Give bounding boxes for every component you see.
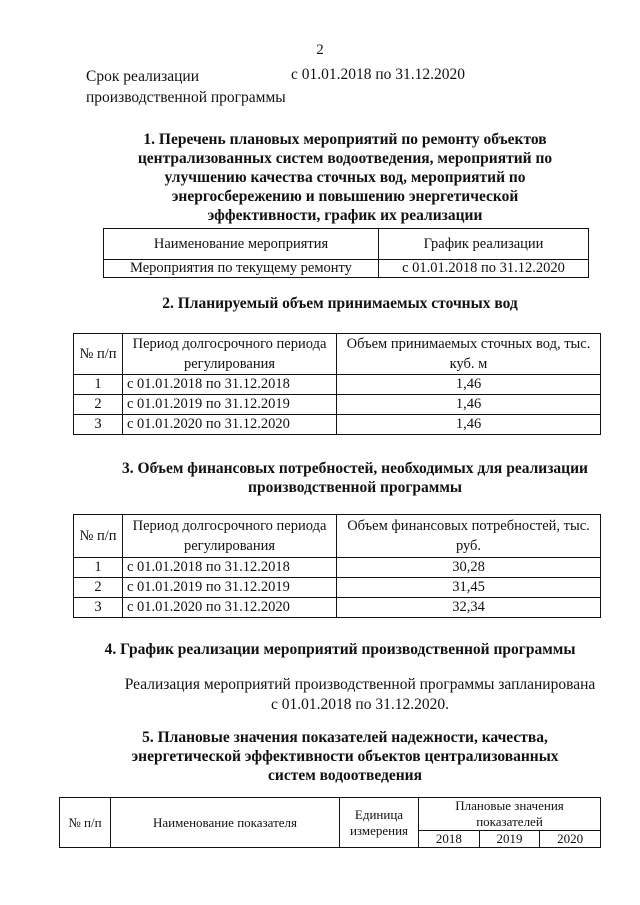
header-cell: Плановые значения показателей <box>419 798 601 831</box>
year-cell: 2020 <box>540 831 601 848</box>
table-cell: с 01.01.2018 по 31.12.2018 <box>123 558 337 578</box>
header-cell: № п/п <box>74 334 123 375</box>
table-cell: с 01.01.2019 по 31.12.2019 <box>123 395 337 415</box>
table-cell: 1 <box>74 375 123 395</box>
table-cell: 3 <box>74 415 123 435</box>
term-label <box>86 66 286 108</box>
section2-title: 2. Планируемый объем принимаемых сточных вод <box>162 295 518 312</box>
table-row <box>104 260 589 278</box>
section3-title: 3. Объем финансовых потребностей, необходимых для реализации производственной программы <box>122 460 588 496</box>
section4-title: 4. График реализации мероприятий производственной программы <box>104 641 576 658</box>
table-cell: с 01.01.2020 по 31.12.2020 <box>123 598 337 618</box>
table-cell: 1,46 <box>337 415 601 435</box>
table-row <box>74 558 601 578</box>
scan-artifact <box>40 893 600 901</box>
year-cell: 2018 <box>419 831 480 848</box>
header-cell: Объем принимаемых сточных вод, тыс. куб. м <box>337 334 601 375</box>
term-label-line2: производственной программы <box>86 89 286 106</box>
header-cell: № п/п <box>60 798 111 848</box>
table-cell: с 01.01.2018 по 31.12.2018 <box>123 375 337 395</box>
table-row <box>74 598 601 618</box>
header-cell: Период долгосрочного периода регулирования <box>123 334 337 375</box>
header-cell: Наименование показателя <box>111 798 340 848</box>
table-row <box>74 578 601 598</box>
table-cell: 2 <box>74 395 123 415</box>
table-cell: 1 <box>74 558 123 578</box>
section2-table <box>73 333 601 435</box>
header-cell: Период долгосрочного периода регулирования <box>123 515 337 558</box>
header-cell: Единица измерения <box>340 798 419 848</box>
section4-text: Реализация мероприятий производственной программы запланирована с 01.01.2018 по 31.12.2020. <box>124 676 596 713</box>
section1-title: 1. Перечень плановых мероприятий по ремонту объектов централизованных систем водоотведения, мероприятий по улучшению качества сточных вод, мероприятий по энергосбережению и повышению энергетической эффективности, график их реализации <box>137 131 553 224</box>
table-cell: с 01.01.2020 по 31.12.2020 <box>123 415 337 435</box>
table-cell: Мероприятия по текущему ремонту <box>104 260 379 278</box>
section5-title: 5. Плановые значения показателей надежности, качества, энергетической эффективности объектов централизованных систем водоотведения <box>131 729 559 784</box>
table-cell: 1,46 <box>337 395 601 415</box>
table-cell: 31,45 <box>337 578 601 598</box>
header-cell: Наименование мероприятия <box>104 229 379 260</box>
table-cell: 3 <box>74 598 123 618</box>
table-row <box>74 395 601 415</box>
table-cell: 32,34 <box>337 598 601 618</box>
table-cell: с 01.01.2019 по 31.12.2019 <box>123 578 337 598</box>
header-cell: График реализации <box>379 229 589 260</box>
table-cell: с 01.01.2018 по 31.12.2020 <box>379 260 589 278</box>
page-number: 2 <box>316 42 324 58</box>
table-header-row <box>74 334 601 375</box>
table-row <box>74 375 601 395</box>
table-header-row <box>104 229 589 260</box>
table-cell: 2 <box>74 578 123 598</box>
table-header-row <box>60 798 601 831</box>
header-cell: № п/п <box>74 515 123 558</box>
term-label-line1: Срок реализации <box>86 68 199 85</box>
year-cell: 2019 <box>479 831 540 848</box>
term-value: с 01.01.2018 по 31.12.2020 <box>291 66 466 83</box>
header-cell: Объем финансовых потребностей, тыс. руб. <box>337 515 601 558</box>
table-row <box>74 415 601 435</box>
section3-table <box>73 514 601 618</box>
table-cell: 1,46 <box>337 375 601 395</box>
table-header-row <box>74 515 601 558</box>
section5-table <box>59 797 601 848</box>
section1-table <box>103 228 589 278</box>
table-cell: 30,28 <box>337 558 601 578</box>
